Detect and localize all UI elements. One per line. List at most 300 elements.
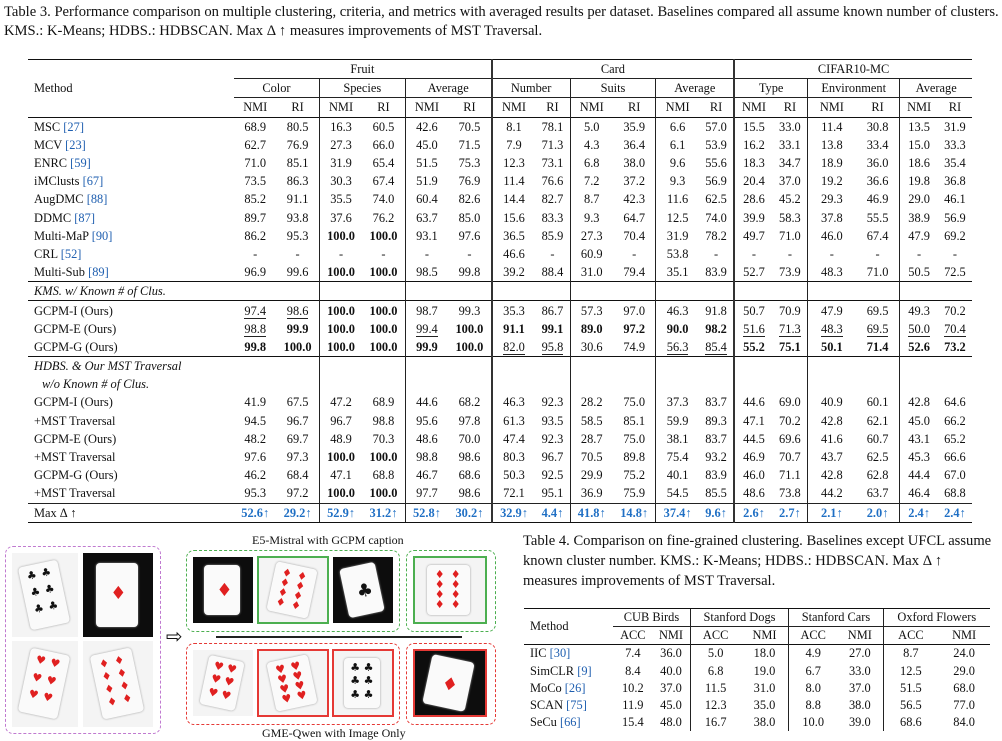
card-clustering-figure [0,520,505,740]
table-cell [938,430,972,448]
cell-value: 32.9↑ [500,505,528,520]
criterion-header: Environment [808,79,900,98]
method-label: GCPM-I (Ours) [34,303,113,318]
suit-icon: ♦ [276,585,289,600]
table-cell [808,448,856,466]
table-cell [773,503,808,522]
cell-value: 62.7 [244,137,267,152]
table-cell [492,245,536,263]
cell-value: 56.5 [900,698,922,713]
cell-value: 75.2 [623,468,646,483]
criterion-header: Type [734,79,807,98]
cell-value: 16.7 [704,715,727,730]
table-cell [652,663,690,680]
cell-value: 6.8 [584,156,600,171]
cell-value: 15.4 [621,715,644,730]
citation-link[interactable]: [90] [91,228,113,243]
empty-cell [276,282,319,301]
suit-icon: ♦ [434,567,445,581]
table-cell [656,154,699,172]
table-cell [938,448,972,466]
table-cell [773,172,808,190]
table-cell [656,466,699,484]
cell-value: 56.9 [944,210,966,225]
cell-value: 100.0 [327,450,355,465]
cell-value: 29.0 [953,663,975,678]
table-cell [362,430,405,448]
cell-value: 80.3 [503,450,525,465]
cell-value: 6.1 [669,137,686,152]
table-cell [613,320,656,338]
metric-header: ACC [883,627,938,645]
cell-value: 31.2↑ [369,505,398,520]
cell-value: - [424,246,429,261]
table-cell [362,136,405,154]
cell-value: 78.2 [705,228,727,243]
cell-value: 14.8↑ [620,505,649,520]
suit-icon: ♦ [112,653,126,669]
highlight-frame [413,649,487,717]
cell-value: 48.0 [660,715,682,730]
cell-value: 71.0 [866,265,889,280]
table-cell [837,663,883,680]
cell-value: 99.8 [244,339,267,354]
cell-value: - [550,246,555,261]
cell-value: 13.8 [821,137,843,152]
cell-value: 96.9 [244,265,267,280]
table-cell [699,117,734,136]
table-cell [319,412,362,430]
metric-header: NMI [658,628,684,643]
table-cell [535,301,570,320]
cell-value: 55.2 [743,339,765,354]
table-cell [276,227,319,245]
table-cell [656,117,699,136]
cell-value: 86.3 [286,174,309,189]
empty-cell [234,357,276,376]
table-cell [883,714,938,731]
cell-value: 2.1↑ [821,505,843,520]
table-cell [938,117,972,136]
suit-icon: ♥ [219,687,233,703]
table-cell [405,136,448,154]
cell-value: 7.9 [506,137,522,152]
empty-cell [362,357,405,376]
cell-value: 44.2 [821,486,843,501]
table-cell [448,263,492,282]
table-row [28,190,972,208]
table-cell [734,448,773,466]
cell-value: 64.6 [944,395,966,410]
cell-value: 31.9 [330,156,352,171]
cell-value: 97.3 [286,450,309,465]
cell-value: 29.2↑ [283,505,312,520]
cell-value: 8.8 [805,698,821,713]
table-cell [448,117,492,136]
table-cell [613,245,656,263]
metric-header: NMI [405,98,448,117]
method-label: GCPM-G (Ours) [34,468,118,483]
citation-link[interactable]: [66] [559,715,581,730]
cell-value: 38.0 [848,698,871,713]
cell-value: 35.4 [944,156,966,171]
method-label: GCPM-G (Ours) [34,339,118,354]
table-cell [883,645,938,663]
method-name [28,136,234,154]
table-cell [613,136,656,154]
cell-value: 97.7 [416,486,438,501]
table-cell [234,245,276,263]
table-cell [900,172,938,190]
metric-header: RI [709,100,723,115]
section-header: HDBS. & Our MST Traversal [28,357,234,376]
suit-icon: ♦ [450,598,461,611]
table-cell [570,466,613,484]
table-cell [234,117,276,136]
cell-value: 10.0 [802,715,825,730]
table-cell [448,190,492,208]
table-cell [856,338,900,357]
table-cell [808,136,856,154]
cell-value: 97.2 [623,321,646,336]
suit-icon: ♦ [274,595,287,610]
table-cell [734,245,773,263]
table-cell [656,245,699,263]
cell-value: 85.9 [541,228,564,243]
table-cell [938,136,972,154]
table-cell [319,245,362,263]
cell-value: 100.0 [327,486,355,501]
table-cell [734,430,773,448]
cell-value: 100.0 [455,339,484,354]
divider-line [216,636,462,638]
cell-value: 13.5 [908,119,930,134]
cell-value: 60.9 [580,246,603,261]
table-row [524,663,990,680]
cell-value: 74.0 [705,210,727,225]
table-cell [656,338,699,357]
table-cell [234,172,276,190]
citation-link[interactable]: [27] [63,119,84,134]
suit-icon: ♣ [363,687,374,701]
table-cell [652,714,690,731]
cell-value: 69.5 [866,303,889,318]
table-cell [276,136,319,154]
cell-value: 49.3 [908,303,930,318]
cell-value: 100.0 [327,339,355,354]
method-label: ENRC [34,156,68,171]
empty-cell [900,357,938,376]
citation-link[interactable]: [89] [88,265,109,280]
suit-icon: ♦ [295,568,308,584]
table-cell [938,338,972,357]
table-cell [741,645,789,663]
cell-value: 30.3 [330,174,352,189]
citation-link[interactable]: [52] [60,246,82,261]
empty-cell [808,375,856,393]
citation-link[interactable]: [87] [74,210,95,225]
method-label: iMClusts [34,174,80,189]
suit-icon: ♦ [434,598,445,611]
table-cell [405,466,448,484]
table-cell [734,209,773,227]
cell-value: 52.6↑ [241,505,270,520]
cell-value: 100.0 [327,265,355,280]
table-cell [900,448,938,466]
cell-value: 70.4 [623,228,646,243]
cell-value: 7.4 [625,646,641,661]
cell-value: - [467,246,472,261]
table-cell [276,190,319,208]
cell-value: 99.6 [286,265,309,280]
table-cell [492,448,536,466]
table-cell [699,484,734,503]
citation-link[interactable]: [67] [82,174,104,189]
table-cell [652,680,690,697]
cell-value: 2.6↑ [743,505,765,520]
metric-header: NMI [900,98,938,117]
table-cell [613,663,652,680]
table-cell [535,154,570,172]
table-cell [938,663,990,680]
table-cell [319,190,362,208]
cell-value: 31.0 [753,680,776,695]
table-cell [656,136,699,154]
suit-icon: ♦ [280,565,293,581]
metric-header: RI [463,100,476,115]
empty-cell [319,357,362,376]
citation-link[interactable]: [88] [86,192,108,207]
suit-icon: ♣ [354,578,375,603]
cell-value: 62.1 [866,413,889,428]
table-cell [808,172,856,190]
cell-value: 83.3 [541,210,564,225]
table-cell [856,154,900,172]
cell-value: 12.3 [503,156,525,171]
cell-value: 78.1 [541,119,564,134]
table-cell [656,448,699,466]
citation-link[interactable]: [26] [564,680,586,695]
cell-value: 91.1 [503,321,525,336]
table-cell [448,136,492,154]
table-cell [319,338,362,357]
cell-value: 88.4 [541,265,564,280]
table-cell [362,172,405,190]
table-cell [734,338,773,357]
table-cell [405,448,448,466]
cell-value: 46.1 [944,192,966,207]
suit-icon: ♦ [120,692,134,707]
empty-cell [773,375,808,393]
cell-value: 89.8 [623,450,646,465]
cell-value: 76.9 [286,137,309,152]
table-cell [319,154,362,172]
table-cell [234,209,276,227]
table-cell [613,263,656,282]
citation-link[interactable]: [9] [577,663,592,678]
dataset-header: Oxford Flowers [883,609,990,627]
table-cell [234,338,276,357]
table-row [28,209,972,227]
cell-value: 53.9 [705,137,727,152]
table-cell [690,663,741,680]
cell-value: 38.0 [623,156,646,171]
table-cell [900,301,938,320]
table-cell [613,430,656,448]
card-image [12,641,78,727]
cell-value: 36.4 [623,137,646,152]
table-row [28,338,972,357]
empty-cell [613,282,656,301]
table4-header-datasets [524,609,990,627]
cell-value: - [338,246,344,261]
citation-link[interactable]: [23] [65,137,86,152]
cell-value: 95.1 [541,486,564,501]
cell-value: 99.9 [416,339,438,354]
cell-value: 74.9 [623,339,646,354]
cell-value: 74.0 [372,192,395,207]
table-cell [789,663,837,680]
citation-link[interactable]: [59] [70,156,91,171]
table-row [524,645,990,663]
table-cell [773,263,808,282]
cell-value: 45.0 [908,413,930,428]
table-cell [690,697,741,714]
table-cell [856,466,900,484]
empty-cell [448,375,492,393]
criterion-header: Number [492,79,570,98]
table-row [28,172,972,190]
cell-value: 15.0 [908,137,930,152]
table-cell [856,301,900,320]
cell-value: - [787,246,792,261]
card-face [204,565,240,615]
table-cell [741,697,789,714]
cell-value: 46.9 [743,450,765,465]
cell-value: - [917,246,922,261]
table-cell [883,680,938,697]
table-cell [448,301,492,320]
card-image [193,650,253,716]
table-cell [856,190,900,208]
suit-icon: ♥ [293,678,306,694]
citation-link[interactable]: [75] [566,698,587,713]
table-cell [856,172,900,190]
cell-value: 45.0 [660,698,682,713]
suit-icon: ♦ [110,583,127,605]
cell-value: 47.2 [330,395,352,410]
table-cell [699,466,734,484]
cell-value: 95.6 [416,413,438,428]
table-cell [613,697,652,714]
table-cell [405,227,448,245]
cell-value: 97.0 [623,303,646,318]
cell-value: 93.2 [705,450,727,465]
metric-header: RI [871,100,884,115]
cell-value: 98.2 [705,321,727,336]
table-cell [808,245,856,263]
cell-value: 64.7 [623,210,646,225]
table-cell [900,412,938,430]
cell-value: 56.3 [666,339,689,354]
table-cell [570,484,613,503]
cell-value: 96.7 [286,413,309,428]
cell-value: 38.1 [666,431,689,446]
cell-value: 30.8 [866,119,889,134]
table-cell [448,227,492,245]
cell-value: 42.8 [821,413,843,428]
empty-cell [900,282,938,301]
cell-value: 33.1 [779,137,801,152]
cell-value: 76.9 [458,174,481,189]
cell-value: 99.3 [458,303,481,318]
cell-value: 50.3 [503,468,525,483]
method-label: IIC [530,646,547,661]
cell-value: 66.0 [372,137,395,152]
table-cell [734,154,773,172]
empty-cell [405,375,448,393]
table-cell [837,697,883,714]
cell-value: 70.2 [944,303,966,318]
table-row [28,484,972,503]
empty-cell [656,282,699,301]
cell-value: 76.2 [372,210,395,225]
empty-cell [405,357,448,376]
empty-cell [535,375,570,393]
cell-value: 83.9 [705,468,727,483]
card-face [89,648,144,721]
cell-value: 31.9 [666,228,689,243]
table-cell [234,466,276,484]
cell-value: 47.9 [908,228,930,243]
table-row [28,320,972,338]
table-cell [773,448,808,466]
table-row [28,245,972,263]
table-cell [448,338,492,357]
metric-header: NMI [808,98,856,117]
method-label: GCPM-I (Ours) [34,395,113,410]
cell-value: 8.7 [903,646,919,661]
table-cell [613,117,656,136]
table-cell [773,136,808,154]
table-cell [535,227,570,245]
table-cell [613,227,656,245]
table-cell [492,301,536,320]
cell-value: 42.6 [416,119,438,134]
cell-value: 37.0 [848,680,871,695]
cell-value: 9.6↑ [705,505,727,520]
suit-icon: ♦ [450,567,461,581]
table-cell [938,245,972,263]
empty-cell [656,357,699,376]
cell-value: 36.5 [503,228,525,243]
citation-link[interactable]: [30] [549,646,571,661]
suit-icon: ♦ [439,672,460,697]
table-cell [734,190,773,208]
cell-value: 36.0 [660,646,682,661]
table-cell [319,227,362,245]
cell-value: 27.3 [580,228,603,243]
cell-value: 31.0 [580,265,603,280]
section-header: KMS. w/ Known # of Clus. [28,282,234,301]
table-cell [405,190,448,208]
table-cell [570,393,613,411]
table-cell [856,320,900,338]
method-name [28,301,234,320]
table-cell [448,245,492,263]
method-name [28,172,234,190]
suit-icon: ♥ [295,688,308,704]
